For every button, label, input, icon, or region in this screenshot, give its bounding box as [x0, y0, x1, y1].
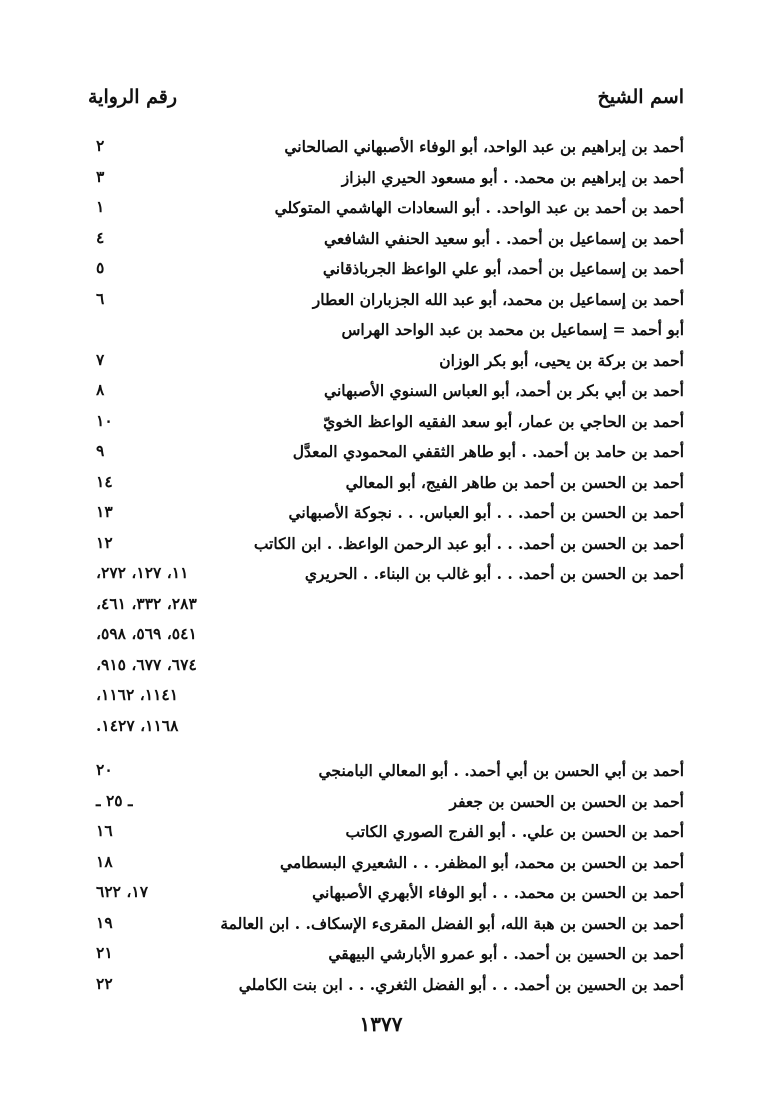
narration-numbers: ٦٧٤، ٦٧٧، ٩١٥،: [96, 654, 197, 674]
sheikh-name: أحمد بن إسماعيل بن أحمد، أبو علي الواعظ الجرباذقاني: [322, 259, 684, 278]
index-entry: [96, 500, 684, 531]
narration-numbers: ٦: [96, 288, 105, 308]
narration-number-header: رقم الرواية: [88, 86, 177, 108]
narration-numbers: ٧: [96, 349, 105, 369]
index-entry: [96, 134, 684, 165]
narration-numbers: ١١٦٨، ١٤٢٧.: [96, 715, 179, 735]
narration-numbers: ١٢: [96, 532, 113, 552]
page-number: ١٣٧٧: [359, 1012, 403, 1036]
entry-gap: [96, 744, 684, 758]
index-entry: [96, 317, 684, 348]
sheikh-name: أحمد بن حامد بن أحمد. . أبو طاهر الثقفي المحمودي المعدَّل: [292, 442, 684, 461]
sheikh-name: أحمد بن الحسن بن أحمد بن طاهر الفيج، أبو المعالي: [345, 472, 684, 492]
narration-numbers: ١٠: [96, 410, 113, 430]
index-entry: [96, 850, 684, 881]
sheikh-name: أحمد بن الحاجي بن عمار، أبو سعد الفقيه الواعظ الخويّ: [323, 411, 684, 431]
index-entry: [96, 911, 684, 942]
sheikh-name: أحمد بن الحسن بن أحمد. . . أبو عبد الرحمن الواعظ. . ابن الكاتب: [253, 533, 684, 553]
index-entry: [96, 195, 684, 226]
sheikh-name: أحمد بن الحسن بن الحسن بن جعفر: [449, 791, 684, 811]
sheikh-name: أحمد بن أبي بكر بن أحمد، أبو العباس السنوي الأصبهاني: [324, 381, 684, 400]
narration-numbers: ٥٤١، ٥٦٩، ٥٩٨،: [96, 624, 197, 643]
narration-numbers: ٢٠: [96, 760, 113, 779]
index-entry: [96, 287, 684, 318]
narration-numbers: ١١٤١، ١١٦٢،: [96, 685, 179, 704]
narration-numbers: ١١، ١٢٧، ٢٧٢،: [96, 563, 189, 582]
index-entry: [96, 819, 684, 850]
sheikh-name: أحمد بن بركة بن يحيى، أبو بكر الوزان: [439, 350, 684, 370]
narration-numbers: ١٧، ٦٢٢: [96, 882, 149, 901]
index-entry: [96, 531, 684, 562]
index-entry: [96, 653, 684, 684]
narration-numbers: ١: [96, 197, 105, 216]
index-entry: [96, 758, 684, 789]
sheikh-name: أحمد بن أحمد بن عبد الواحد. . أبو السعادات الهاشمي المتوكلي: [274, 198, 684, 217]
narration-numbers: ٣: [96, 166, 105, 186]
sheikh-name: أحمد بن الحسن بن أحمد. . . أبو غالب بن البناء. . الحريري: [304, 564, 684, 583]
narration-numbers: ١٦: [96, 821, 113, 840]
index-entry: [96, 561, 684, 592]
narration-numbers: ٨: [96, 380, 105, 399]
sheikh-name: أحمد بن إبراهيم بن محمد. . أبو مسعود الحيري البزاز: [341, 167, 684, 187]
sheikh-name: أحمد بن الحسن بن هبة الله، أبو الفضل المقرىء الإسكاف. . ابن العالمة: [220, 913, 684, 933]
index-list: [96, 134, 684, 1002]
index-entry: [96, 622, 684, 653]
narration-numbers: ٥: [96, 258, 105, 277]
narration-numbers: ٢٢: [96, 973, 113, 993]
sheikh-name: أحمد بن الحسن بن أحمد. . . أبو العباس. . . نجوكة الأصبهاني: [288, 503, 684, 522]
sheikh-name: أحمد بن الحسين بن أحمد. . أبو عمرو الأبارشي البيهقي: [328, 944, 684, 963]
sheikh-name: أحمد بن الحسن بن علي. . أبو الفرج الصوري الكاتب: [345, 822, 684, 841]
index-entry: [96, 165, 684, 196]
sheikh-name: أحمد بن الحسين بن أحمد. . . أبو الفضل الثغري. . . ابن بنت الكاملي: [238, 974, 684, 994]
index-entry: [96, 592, 684, 623]
narration-numbers: ١٩: [96, 912, 113, 932]
sheikh-name-header: اسم الشيخ: [597, 86, 684, 108]
sheikh-name: أحمد بن أبي الحسن بن أبي أحمد. . أبو المعالي البامنجي: [318, 761, 684, 780]
narration-numbers: ٤: [96, 227, 105, 247]
index-entry: [96, 880, 684, 911]
index-entry: [96, 941, 684, 972]
index-entry: [96, 226, 684, 257]
narration-numbers: ٢: [96, 136, 105, 155]
narration-numbers: ـ ٢٥ ـ: [96, 790, 133, 810]
sheikh-name: أبو أحمد = إسماعيل بن محمد بن عبد الواحد الهراس: [341, 320, 684, 339]
index-entry: [96, 972, 684, 1003]
sheikh-name: أحمد بن الحسن بن محمد، أبو المظفر. . . الشعيري البسطامي: [279, 852, 684, 872]
index-entry: [96, 378, 684, 409]
index-entry: [96, 409, 684, 440]
narration-numbers: ١٣: [96, 502, 113, 521]
index-entry: [96, 789, 684, 820]
sheikh-name: أحمد بن الحسن بن محمد. . . أبو الوفاء الأبهري الأصبهاني: [312, 883, 684, 902]
narration-numbers: ٢١: [96, 943, 113, 962]
narration-numbers: ١٤: [96, 471, 113, 491]
sheikh-name: أحمد بن إبراهيم بن عبد الواحد، أبو الوفاء الأصبهاني الصالحاني: [284, 137, 684, 156]
index-entry: [96, 470, 684, 501]
narration-numbers: ١٨: [96, 851, 113, 871]
index-entry: [96, 348, 684, 379]
index-entry: [96, 439, 684, 470]
index-entry: [96, 683, 684, 714]
narration-numbers: ٢٨٣، ٣٣٢، ٤٦١،: [96, 593, 197, 613]
sheikh-name: أحمد بن إسماعيل بن محمد، أبو عبد الله الجزباران العطار: [312, 289, 684, 309]
index-entry: [96, 256, 684, 287]
narration-numbers: ٩: [96, 441, 105, 460]
column-header: [88, 86, 684, 116]
sheikh-name: أحمد بن إسماعيل بن أحمد. . أبو سعيد الحنفي الشافعي: [324, 228, 684, 248]
index-entry: [96, 714, 684, 745]
